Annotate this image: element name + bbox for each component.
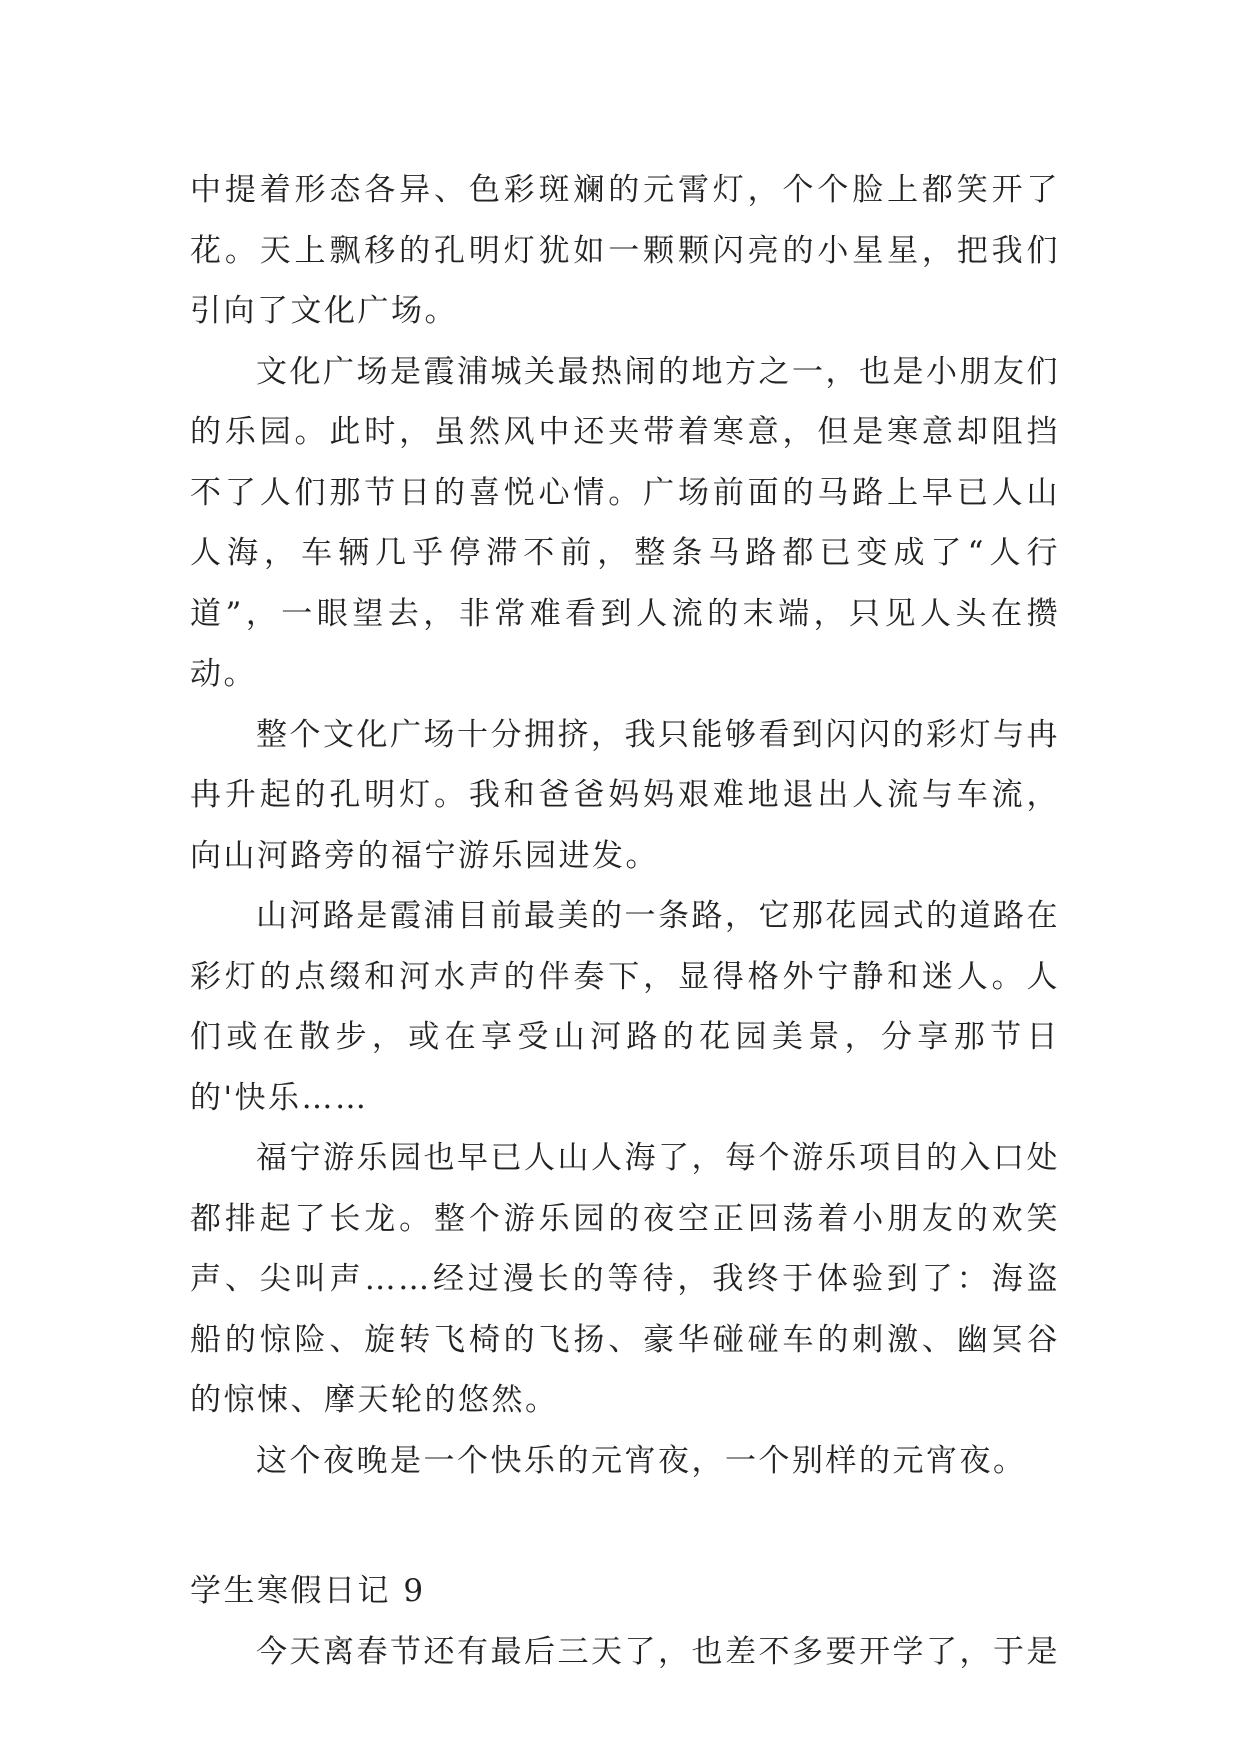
paragraph-4: 山河路是霞浦目前最美的一条路，它那花园式的道路在彩灯的点缀和河水声的伴奏下，显得格外宁静和迷人。人们或在散步，或在享受山河路的花园美景，分享那节日的'快乐……	[190, 898, 1060, 1116]
paragraph-2: 文化广场是霞浦城关最热闹的地方之一，也是小朋友们的乐园。此时，虽然风中还夹带着寒意，但是寒意却阻挡不了人们那节日的喜悦心情。广场前面的马路上早已人山人海，车辆几乎停滞不前，整条马路都已变成了“人行道”，一眼望去，非常难看到人流的末端，只见人头在攒动。	[190, 353, 1060, 692]
paragraph-6: 这个夜晚是一个快乐的元宵夜，一个别样的元宵夜。	[256, 1442, 1027, 1479]
paragraph-1: 中提着形态各异、色彩斑斓的元霄灯，个个脸上都笑开了花。天上飘移的孔明灯犹如一颗颗闪亮的小星星，把我们引向了文化广场。	[190, 172, 1060, 329]
paragraph-5: 福宁游乐园也早已人山人海了，每个游乐项目的入口处都排起了长龙。整个游乐园的夜空正回荡着小朋友的欢笑声、尖叫声……经过漫长的等待，我终于体验到了：海盗船的惊险、旋转飞椅的飞扬、豪华碰碰车的刺激、幽冥谷的惊悚、摩天轮的悠然。	[190, 1140, 1060, 1418]
paragraph-3: 整个文化广场十分拥挤，我只能够看到闪闪的彩灯与冉冉升起的孔明灯。我和爸爸妈妈艰难地退出人流与车流，向山河路旁的福宁游乐园进发。	[190, 716, 1060, 874]
document-body	[190, 160, 1060, 1682]
section-first-paragraph: 今天离春节还有最后三天了，也差不多要开学了，于是	[256, 1633, 1060, 1670]
section-title: 学生寒假日记 9	[190, 1573, 426, 1609]
